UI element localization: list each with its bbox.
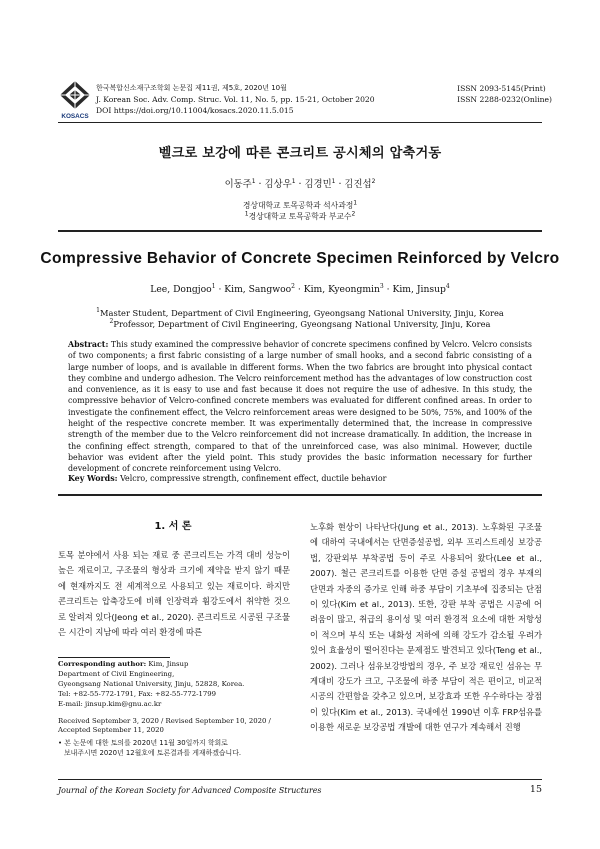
title-english: Compressive Behavior of Concrete Specimen Reinforced by Velcro (40, 250, 560, 267)
correspondence-footnote (58, 660, 290, 736)
page-number: 15 (529, 784, 542, 795)
title-korean: 벨크로 보강에 따른 콘크리트 공시체의 압축거동 (158, 146, 442, 161)
abstract-text: This study examined the compressive behavior of concrete specimens confined by Velcro. Velcro consists of two components; a first fabric consisting of a large number of small hooks, and a second fabric consisting of a large number of loops, and is available in different forms. When the two fabrics are brought into physical contact they combine and undergo adhesion. The Velcro reinforcement method has the advantages of low construction cost and convenience, as it is easy to use and fast because it does not require the use of adhesive. In this study, the compressive behavior of Velcro-confined concrete members was evaluated for different confined areas. In order to investigate the confinement effect, the Velcro reinforcement areas were designed to be 50%, 75%, and 100% of the height of the respective concrete member. It was experimentally determined that, the increase in compressive strength of the member due to the Velcro reinforcement did not increase dramatically. In addition, the increase in the confining effect strength, compared to that of the unreinforced case, was also minimal. However, ductile behavior was evident after the yield point. This study provides the basic information necessary for further development of concrete reinforcement using Velcro. (68, 340, 532, 474)
received-dates: Received September 3, 2020 / Revised September 10, 2020 / (58, 716, 271, 725)
author-en-4: Kim, Jinsup (392, 284, 446, 295)
kosacs-logo (58, 80, 92, 120)
footnote-rule (58, 657, 170, 658)
author-ko-2: 김상우 (264, 179, 292, 190)
issn-block (457, 83, 552, 105)
discussion-note-line-2: 보내주시면 2020년 12월호에 토론결과를 게재하겠습니다. (64, 748, 242, 757)
author-en-2: Kim, Sangwoo (224, 284, 292, 295)
correspondence-univ: Gyeongsang National University, Jinju, 52828, Korea. (58, 679, 245, 688)
keywords-text: Velcro, compressive strength, confinement effect, ductile behavior (120, 474, 387, 483)
correspondence-email: E-mail: jinsup.kim@gnu.ac.kr (58, 699, 162, 708)
affiliation-en-1: $^1$Master Student, Department of Civil Engineering, Gyeongsang National University, Jinju, Korea (96, 307, 504, 318)
header-line-1: 한국복합신소재구조학회 논문집 제11권, 제5호, 2020년 10월 (96, 84, 287, 92)
discussion-note (58, 739, 290, 759)
affiliation-en-2: $^2$Professor, Department of Civil Engineering, Gyeongsang National University, Jinju, Korea (109, 318, 491, 329)
footer-journal-name: Journal of the Korean Society for Advanced Composite Structures (58, 786, 322, 795)
correspondence-dept: Department of Civil Engineering, (58, 669, 175, 678)
header-rule (58, 122, 542, 123)
issn-print: ISSN 2093-5145(Print) (457, 84, 546, 93)
corresponding-author-label: Corresponding author: (58, 660, 147, 668)
authors-english: Lee, Dongjoo$^1$ · Kim, Sangwoo$^2$ · Kim, Kyeongmin$^3$ · Kim, Jinsup$^4$ (150, 282, 450, 295)
author-en-1: Lee, Dongjoo (150, 284, 212, 295)
corresponding-author-name: Kim, Jinsup (148, 660, 189, 668)
keywords-label: Key Words: (68, 474, 118, 483)
authors-korean: 이동주$^1$ · 김상우$^1$ · 김경민$^1$ · 김진섭$^2$ (224, 177, 376, 190)
logo-text: KOSACS (61, 113, 89, 120)
body-left-column: 토목 분야에서 사용 되는 재료 중 콘크리트는 가격 대비 성능이 높은 재료이고, 구조물의 형상과 크기에 제약을 받지 않기 때문에 현재까지도 전 세계적으로 사용되고 있는 재료이다. 하지만 콘크리트는 압축강도에 비해 인장력과 휨강도에서 취약한 것으로 알려져 있다(Jeong et al., 2020). 콘크리트로 시공된 구조물은 시간이 지남에 따라 여러 환경에 따른 (58, 550, 290, 638)
author-ko-4: 김진섭 (344, 179, 372, 190)
kosacs-logo-icon (58, 80, 92, 120)
section-heading-introduction: 1. 서 론 (154, 521, 192, 532)
abstract-label: Abstract: (68, 340, 109, 349)
title-divider (58, 230, 542, 232)
journal-header-info (96, 83, 375, 117)
correspondence-tel: Tel: +82-55-772-1791, Fax: +82-55-772-1799 (58, 689, 217, 698)
discussion-note-line-1: • 본 논문에 대한 토의를 2020년 11월 30일까지 학회로 (58, 739, 228, 747)
affiliation-ko-2: $^1$경상대학교 토목공학과 부교수$^2$ (244, 210, 356, 221)
footer-rule (58, 779, 542, 780)
issn-online: ISSN 2288-0232(Online) (457, 95, 552, 105)
accepted-date: Accepted September 11, 2020 (58, 726, 164, 735)
body-right-column: 노후화 현상이 나타난다(Jung et al., 2013). 노후화된 구조물에 대하여 국내에서는 단면증설공법, 외부 프리스트레싱 보강공법, 강판외부 부착공법 등이 주로 사용되어 왔다(Lee et al., 2007). 철근 콘크리트를 이용한 단면 증설 공법의 경우 부재의 단면과 자중의 증가로 인해 하중 부담이 기초부에 집중되는 단점이 있다(Kim et al., 2013). 또한, 강판 부착 공법은 시공에 어려움이 많고, 취급의 용이성 및 여러 환경적 요소에 대한 저항성이 적으며 부식 또는 내화성 저하에 의해 강도가 감소될 우려가 있어 효율성이 떨어진다는 문제점도 발견되고 있다(Teng et al., 2002). 그러나 섬유보강방법의 경우, 주 보강 재료인 섬유는 무게대비 강도가 크고, 구조물에 하중 부담이 적은 편이고, 비교적 시공의 간편함을 갖추고 있으며, 보강효과 또한 우수하다는 장점이 있다(Kim et al., 2013). 국내에선 1990년 이후 FRP섬유를 이용한 새로운 보강공법 개발에 대한 연구가 계속해서 진행 (310, 522, 542, 733)
author-en-3: Kim, Kyeongmin (303, 284, 380, 295)
header-doi: DOI https://doi.org/10.11004/kosacs.2020.11.5.015 (96, 106, 294, 116)
header-line-2: J. Korean Soc. Adv. Comp. Struc. Vol. 11, No. 5, pp. 15-21, October 2020 (96, 95, 375, 105)
abstract-rule (58, 494, 542, 496)
author-ko-3: 김경민 (304, 179, 332, 190)
keywords (68, 473, 532, 484)
abstract (68, 339, 532, 475)
author-ko-1: 이동주 (224, 179, 252, 190)
affiliation-ko-1: 경상대학교 토목공학과 석사과정$^1$ (242, 199, 358, 210)
